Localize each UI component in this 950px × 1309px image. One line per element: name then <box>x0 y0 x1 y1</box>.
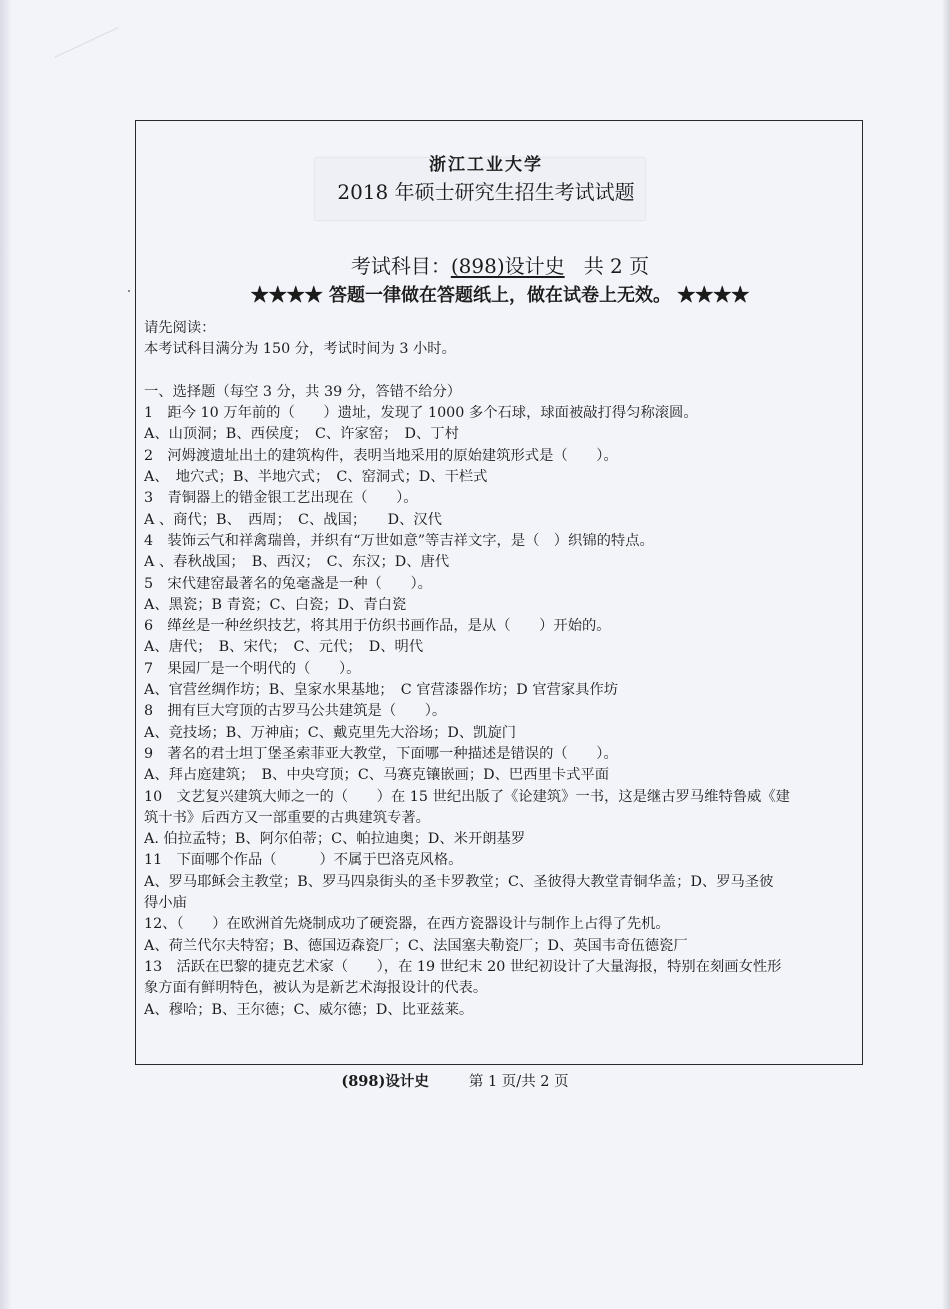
subject-pages: 共 2 页 <box>583 254 650 278</box>
text-line: 12、（ ）在欧洲首先烧制成功了硬瓷器，在西方瓷器设计与制作上占得了先机。 <box>144 916 670 933</box>
subject-prefix: 考试科目： <box>350 254 451 278</box>
text-line: 3 青铜器上的错金银工艺出现在（ ）。 <box>144 490 418 507</box>
text-line: 10 文艺复兴建筑大师之一的（ ）在 15 世纪出版了《论建筑》一书，这是继古罗马维特鲁威《建 <box>144 788 790 805</box>
subject-name: (898)设计史 <box>450 254 565 278</box>
text-line: 一、选择题（每空 3 分，共 39 分，答错不给分） <box>144 383 462 400</box>
text-line: 5 宋代建窑最著名的兔毫盏是一种（ ）。 <box>144 575 432 592</box>
text-line: 本考试科目满分为 150 分，考试时间为 3 小时。 <box>144 341 456 358</box>
footer-page-number: 第 1 页/共 2 页 <box>468 1074 569 1090</box>
text-line: A、罗马耶稣会主教堂；B、罗马四泉街头的圣卡罗教堂；C、圣彼得大教堂青铜华盖；D、罗马圣彼 <box>144 873 774 890</box>
text-line: A、官营丝绸作坊；B、皇家水果基地； C 官营漆器作坊；D 官营家具作坊 <box>144 682 619 699</box>
text-line: A、拜占庭建筑； B、中央穹顶；C、马赛克镶嵌画；D、巴西里卡式平面 <box>144 767 609 784</box>
text-line: 筑十书》后西方又一部重要的古典建筑专著。 <box>144 809 430 826</box>
text-line: A 、春秋战国； B、西汉； C、东汉；D、唐代 <box>144 554 450 571</box>
paper-crease <box>55 27 136 94</box>
answer-sheet-warning: ★★★★ 答题一律做在答题纸上，做在试卷上无效。 ★★★★ <box>250 285 750 306</box>
text-line: A 、商代；B、 西周； C、战国； D、汉代 <box>144 511 442 528</box>
exam-title: 2018 年硕士研究生招生考试试题 <box>337 180 635 204</box>
text-line: A、山顶洞；B、西侯度； C、许家窑； D、丁村 <box>144 426 459 443</box>
university-name: 浙江工业大学 <box>429 155 543 175</box>
text-line: 8 拥有巨大穹顶的古罗马公共建筑是（ ）。 <box>144 703 447 720</box>
page-footer <box>0 1070 950 1091</box>
text-line: 请先阅读： <box>144 320 216 336</box>
text-line: 6 缂丝是一种丝织技艺，将其用于仿织书画作品，是从（ ）开始的。 <box>144 618 611 635</box>
text-line: A、竞技场；B、万神庙；C、戴克里先大浴场；D、凯旋门 <box>144 724 517 741</box>
text-line <box>144 361 856 382</box>
text-line: 11 下面哪个作品（ ）不属于巴洛克风格。 <box>144 852 463 869</box>
text-line: A、荷兰代尔夫特窑；B、德国迈森瓷厂；C、法国塞夫勒瓷厂；D、英国韦奇伍德瓷厂 <box>144 937 688 954</box>
text-line: A、唐代； B、宋代； C、元代； D、明代 <box>144 639 424 656</box>
subject-line <box>0 250 950 279</box>
text-line: 4 装饰云气和祥禽瑞兽，并织有“万世如意”等吉祥文字，是（ ）织锦的特点。 <box>144 532 654 549</box>
text-line: 1 距今 10 万年前的（ ）遗址，发现了 1000 多个石球，球面被敲打得匀称滚圆。 <box>144 405 698 422</box>
text-line: 象方面有鲜明特色，被认为是新艺术海报设计的代表。 <box>144 980 488 997</box>
text-line: A、 地穴式；B、半地穴式； C、窑洞式；D、干栏式 <box>144 469 488 486</box>
question-body <box>144 318 856 1021</box>
text-line: A、穆哈；B、王尔德；C、威尔德；D、比亚兹莱。 <box>144 1001 474 1018</box>
text-line: 13 活跃在巴黎的捷克艺术家（ ），在 19 世纪末 20 世纪初设计了大量海报，特别在刻画女性形 <box>144 958 782 975</box>
text-line: 7 果园厂是一个明代的（ ）。 <box>144 660 361 677</box>
text-line: A、黑瓷；B 青瓷；C、白瓷；D、青白瓷 <box>144 596 407 613</box>
footer-subject: (898)设计史 <box>341 1073 429 1090</box>
text-line: A. 伯拉孟特；B、阿尔伯蒂；C、帕拉迪奥；D、米开朗基罗 <box>144 831 526 848</box>
text-line: 9 著名的君士坦丁堡圣索菲亚大教堂，下面哪一种描述是错误的（ ）。 <box>144 745 618 762</box>
text-line: 2 河姆渡遗址出土的建筑构件，表明当地采用的原始建筑形式是（ ）。 <box>144 447 618 464</box>
text-line: 得小庙 <box>144 895 187 912</box>
